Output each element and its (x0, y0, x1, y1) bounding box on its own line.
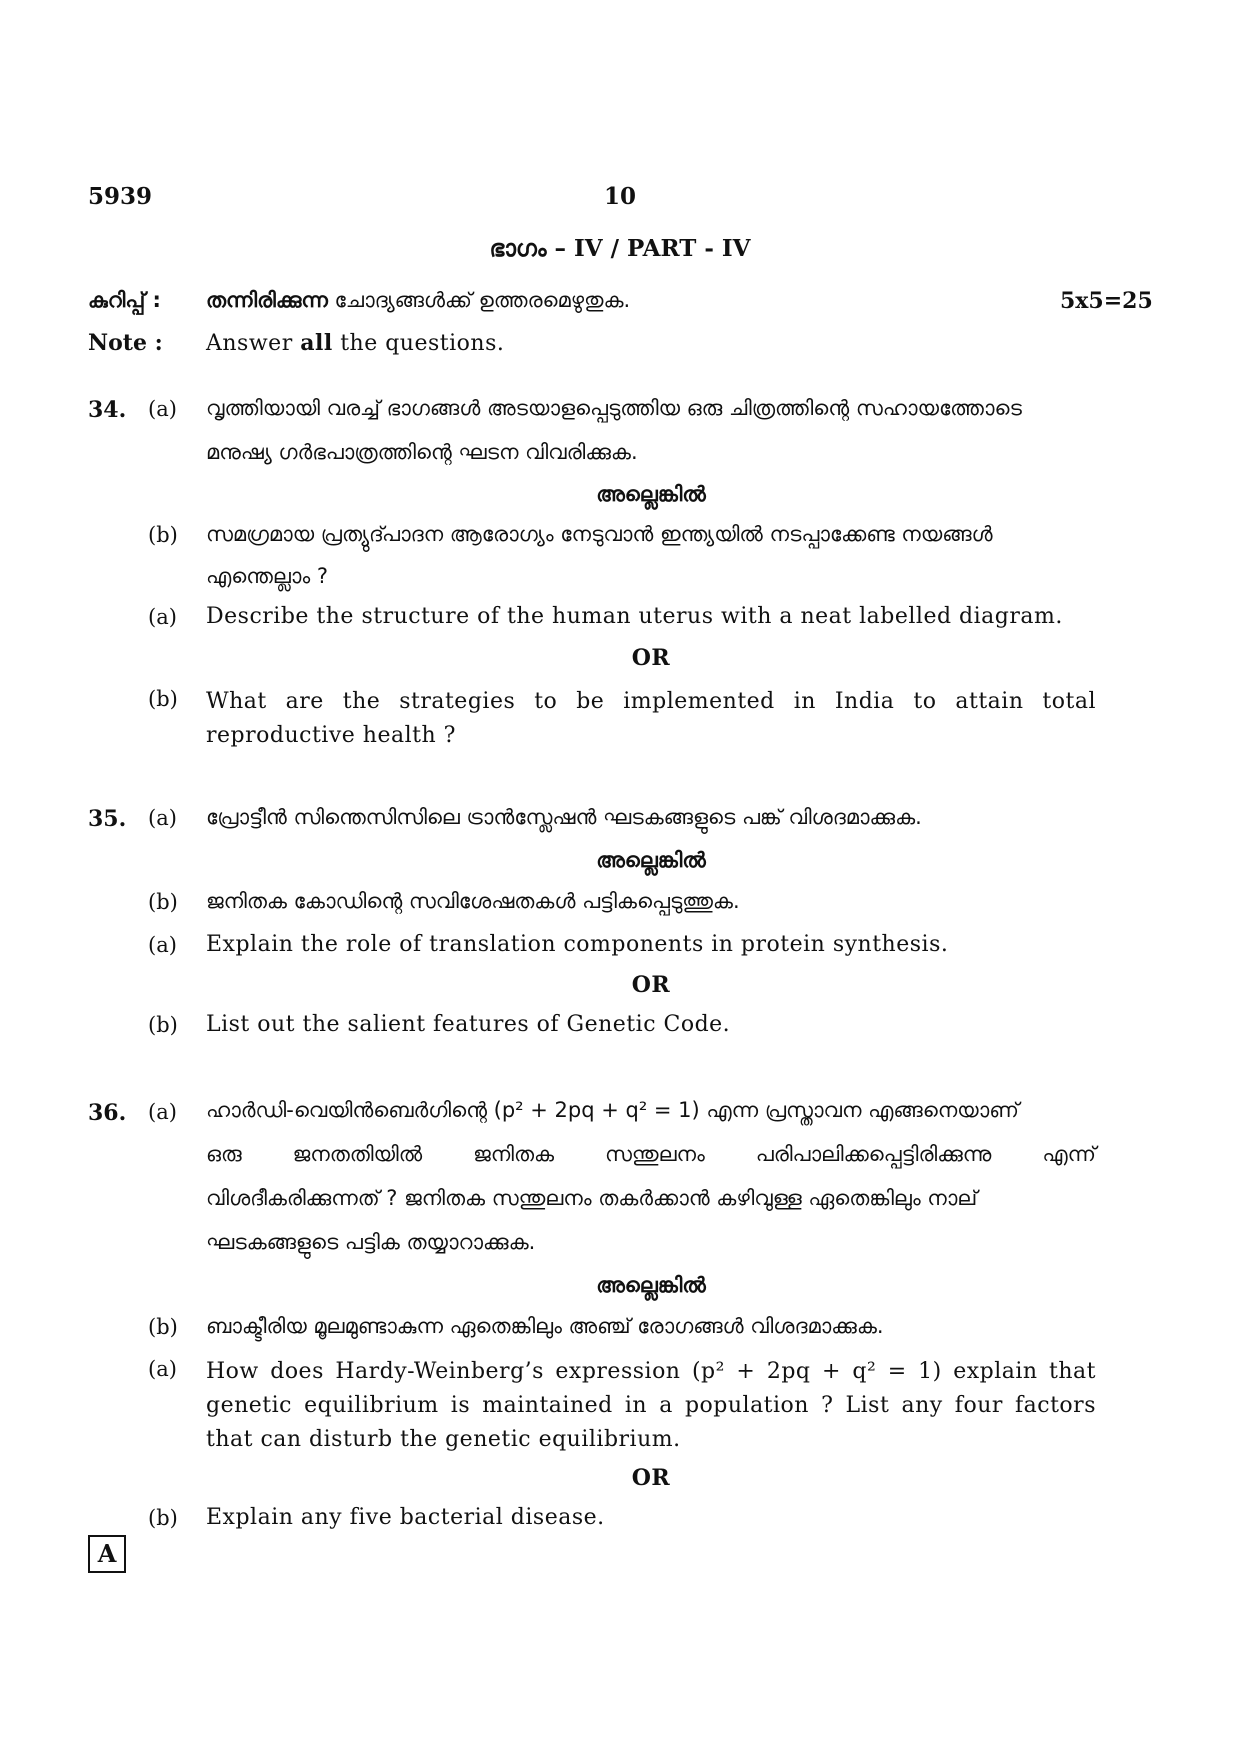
option-label: (b) (148, 1506, 178, 1530)
q35-b-en: List out the salient features of Genetic Code. (206, 1012, 731, 1037)
option-label: (a) (148, 933, 177, 957)
paper-code: 5939 (88, 183, 153, 210)
q36-b-ml: ബാക്ടീരിയ മൂലമുണ്ടാകുന്ന ഏതെങ്കിലും അഞ്ച് രോഗങ്ങൾ വിശദമാക്കുക. (206, 1314, 884, 1338)
series-box: A (88, 1535, 126, 1573)
q36-a-ml-line3: വിശദീകരിക്കുന്നത് ? ജനിതക സന്തുലനം തകർക്കാൻ കഴിവുള്ള ഏതെങ്കിലും നാല് (206, 1186, 978, 1210)
option-label: (b) (148, 687, 178, 711)
q34-b-en: What are the strategies to be implemented in India to attain total reproductive health ? (206, 689, 1096, 748)
part-title: ഭാഗം – IV / PART - IV (489, 235, 751, 262)
option-label: (b) (148, 523, 178, 547)
question-number: 35. (88, 806, 127, 832)
q34-b-ml-line2: എന്തെല്ലാം ? (206, 564, 329, 588)
or-ml: അല്ലെങ്കിൽ (596, 1273, 706, 1297)
or-en: OR (631, 1465, 671, 1491)
option-label: (a) (148, 1357, 177, 1381)
q36-a-ml-line4: ഘടകങ്ങളുടെ പട്ടിക തയ്യാറാക്കുക. (206, 1230, 536, 1254)
q36-a-en: How does Hardy-Weinberg’s expression (p² + 2pq + q² = 1) explain that genetic equilibrium is maintained in a population ? List any four factors that can disturb the genetic equilibrium. (206, 1359, 1096, 1452)
instruction-text-ml: തന്നിരിക്കുന്ന ചോദ്യങ്ങൾക്ക് ഉത്തരമെഴുതുക. (206, 288, 631, 312)
option-label: (a) (148, 1100, 177, 1124)
marks-allocation: 5x5=25 (1060, 288, 1153, 314)
page-number: 10 (603, 183, 636, 210)
q34-a-ml-line1: വൃത്തിയായി വരച്ച് ഭാഗങ്ങൾ അടയാളപ്പെടുത്തിയ ഒരു ചിത്രത്തിന്റെ സഹായത്തോടെ (206, 396, 1022, 420)
q35-a-ml: പ്രോട്ടീൻ സിന്തെസിസിലെ ട്രാൻസ്ലേഷൻ ഘടകങ്ങളുടെ പങ്ക് വിശദമാക്കുക. (206, 805, 922, 829)
q34-b-ml-line1: സമഗ്രമായ പ്രത്യുദ്പാദന ആരോഗ്യം നേടുവാൻ ഇന്ത്യയിൽ നടപ്പാക്കേണ്ട നയങ്ങൾ (206, 522, 993, 546)
question-number: 36. (88, 1100, 127, 1126)
option-label: (a) (148, 605, 177, 629)
or-ml: അല്ലെങ്കിൽ (596, 848, 706, 872)
q36-b-en: Explain any five bacterial disease. (206, 1505, 605, 1530)
option-label: (b) (148, 1013, 178, 1037)
q36-a-ml-line1: ഹാർഡി-വെയിൻബെർഗിന്റെ (p² + 2pq + q² = 1) എന്ന പ്രസ്താവന എങ്ങനെയാണ് (206, 1098, 1020, 1122)
instruction-label-en: Note : (88, 330, 163, 356)
option-label: (b) (148, 1315, 178, 1339)
q34-a-ml-line2: മനുഷ്യ ഗർഭപാത്രത്തിന്റെ ഘടന വിവരിക്കുക. (206, 440, 638, 464)
q35-b-ml: ജനിതക കോഡിന്റെ സവിശേഷതകൾ പട്ടികപ്പെടുത്തുക. (206, 889, 740, 913)
or-en: OR (631, 972, 671, 998)
question-number: 34. (88, 397, 127, 423)
q35-a-en: Explain the role of translation components in protein synthesis. (206, 932, 949, 957)
option-label: (a) (148, 806, 177, 830)
or-ml: അല്ലെങ്കിൽ (596, 482, 706, 506)
q36-a-ml-line2: ഒരു ജനതതിയിൽ ജനിതക സന്തുലനം പരിപാലിക്കപ്പെട്ടിരിക്കുന്നു എന്ന് (206, 1142, 1096, 1166)
or-en: OR (631, 645, 671, 671)
instruction-label-ml: കുറിപ്പ് : (88, 288, 161, 312)
option-label: (b) (148, 890, 178, 914)
q34-a-en: Describe the structure of the human uterus with a neat labelled diagram. (206, 604, 1063, 629)
instruction-text-en: Answer all the questions. (206, 330, 505, 356)
option-label: (a) (148, 397, 177, 421)
